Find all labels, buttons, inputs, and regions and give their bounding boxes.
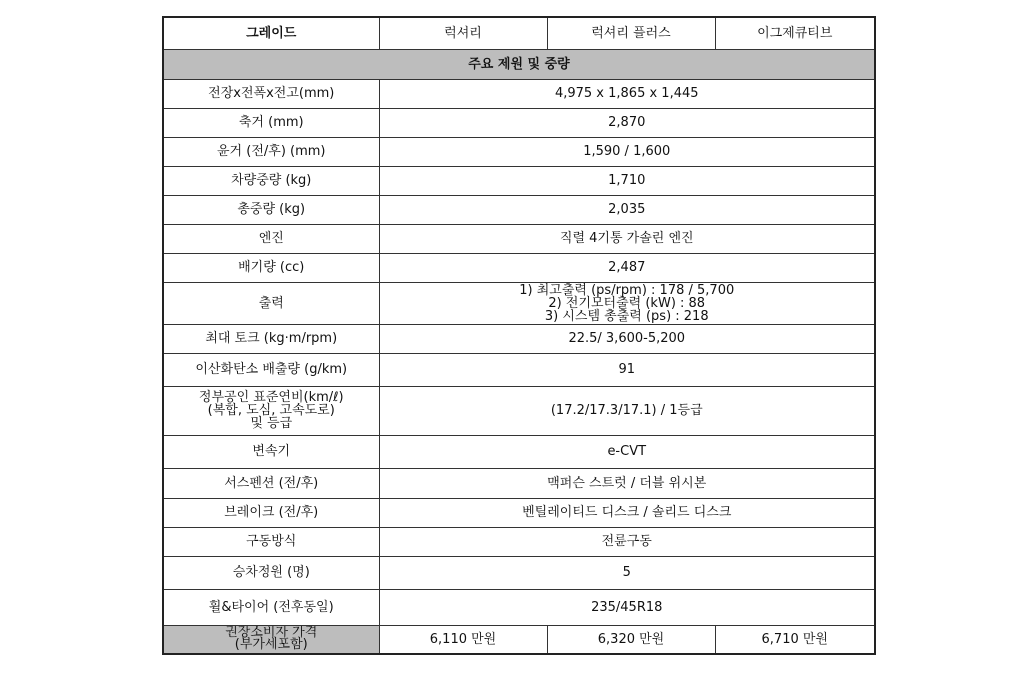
spec-label: 총중량 (kg) [163,195,379,224]
price-executive: 6,710 만원 [715,625,875,654]
trim-luxury: 럭셔리 [379,17,547,49]
spec-row [163,224,875,253]
section-title: 주요 제원 및 중량 [163,49,875,79]
price-luxury-plus: 6,320 만원 [547,625,715,654]
spec-label: 서스펜션 (전/후) [163,468,379,498]
spec-value-line: 3) 시스템 총출력 (ps) : 218 [544,308,709,324]
spec-row [163,166,875,195]
spec-value: 직렬 4기통 가솔린 엔진 [379,224,875,253]
spec-value: 91 [379,353,875,386]
price-label-line: (부가세포함) [234,637,308,653]
spec-value: 4,975 x 1,865 x 1,445 [379,79,875,108]
spec-label: 구동방식 [163,527,379,556]
spec-value [379,282,875,324]
spec-value: 맥퍼슨 스트럿 / 더블 위시본 [379,468,875,498]
spec-label: 엔진 [163,224,379,253]
spec-label: 휠&타이어 (전후동일) [163,589,379,625]
spec-label: 변속기 [163,435,379,468]
spec-row [163,353,875,386]
spec-label: 전장x전폭x전고(mm) [163,79,379,108]
section-header-row [163,49,875,79]
spec-row [163,556,875,589]
spec-value-line: 2) 전기모터출력 (kW) : 88 [548,295,706,311]
spec-label: 윤거 (전/후) (mm) [163,137,379,166]
spec-row [163,79,875,108]
spec-row [163,468,875,498]
spec-table [162,16,876,655]
spec-label [163,386,379,435]
spec-value: 벤틸레이티드 디스크 / 솔리드 디스크 [379,498,875,527]
spec-row [163,253,875,282]
spec-row [163,195,875,224]
spec-label: 브레이크 (전/후) [163,498,379,527]
spec-value-line: 1) 최고출력 (ps/rpm) : 178 / 5,700 [519,282,735,298]
spec-value: 전륜구동 [379,527,875,556]
trim-executive: 이그제큐티브 [715,17,875,49]
spec-value: 1,710 [379,166,875,195]
spec-value: 2,870 [379,108,875,137]
spec-row [163,589,875,625]
price-label-line: 권장소비자 가격 [225,625,318,641]
spec-label: 배기량 (cc) [163,253,379,282]
spec-row [163,108,875,137]
spec-label: 출력 [163,282,379,324]
spec-row [163,324,875,353]
spec-label-line: 및 등급 [250,416,293,431]
spec-value: e-CVT [379,435,875,468]
spec-row [163,137,875,166]
spec-row [163,527,875,556]
spec-value: 2,487 [379,253,875,282]
trim-luxury-plus: 럭셔리 플러스 [547,17,715,49]
spec-label: 최대 토크 (kg·m/rpm) [163,324,379,353]
spec-label: 차량중량 (kg) [163,166,379,195]
spec-label: 이산화탄소 배출량 (g/km) [163,353,379,386]
spec-label-line: (복합, 도심, 고속도로) [207,403,335,418]
spec-value: (17.2/17.3/17.1) / 1등급 [379,386,875,435]
spec-value: 2,035 [379,195,875,224]
price-label [163,625,379,654]
spec-row [163,498,875,527]
spec-value: 1,590 / 1,600 [379,137,875,166]
spec-row [163,386,875,435]
spec-row [163,282,875,324]
spec-value: 22.5/ 3,600-5,200 [379,324,875,353]
spec-row [163,435,875,468]
price-row [163,625,875,654]
spec-label-line: 정부공인 표준연비(km/ℓ) [198,390,344,405]
spec-label: 축거 (mm) [163,108,379,137]
grade-label: 그레이드 [163,17,379,49]
grade-header-row [163,17,875,49]
spec-label: 승차정원 (명) [163,556,379,589]
spec-value: 235/45R18 [379,589,875,625]
price-luxury: 6,110 만원 [379,625,547,654]
spec-value: 5 [379,556,875,589]
